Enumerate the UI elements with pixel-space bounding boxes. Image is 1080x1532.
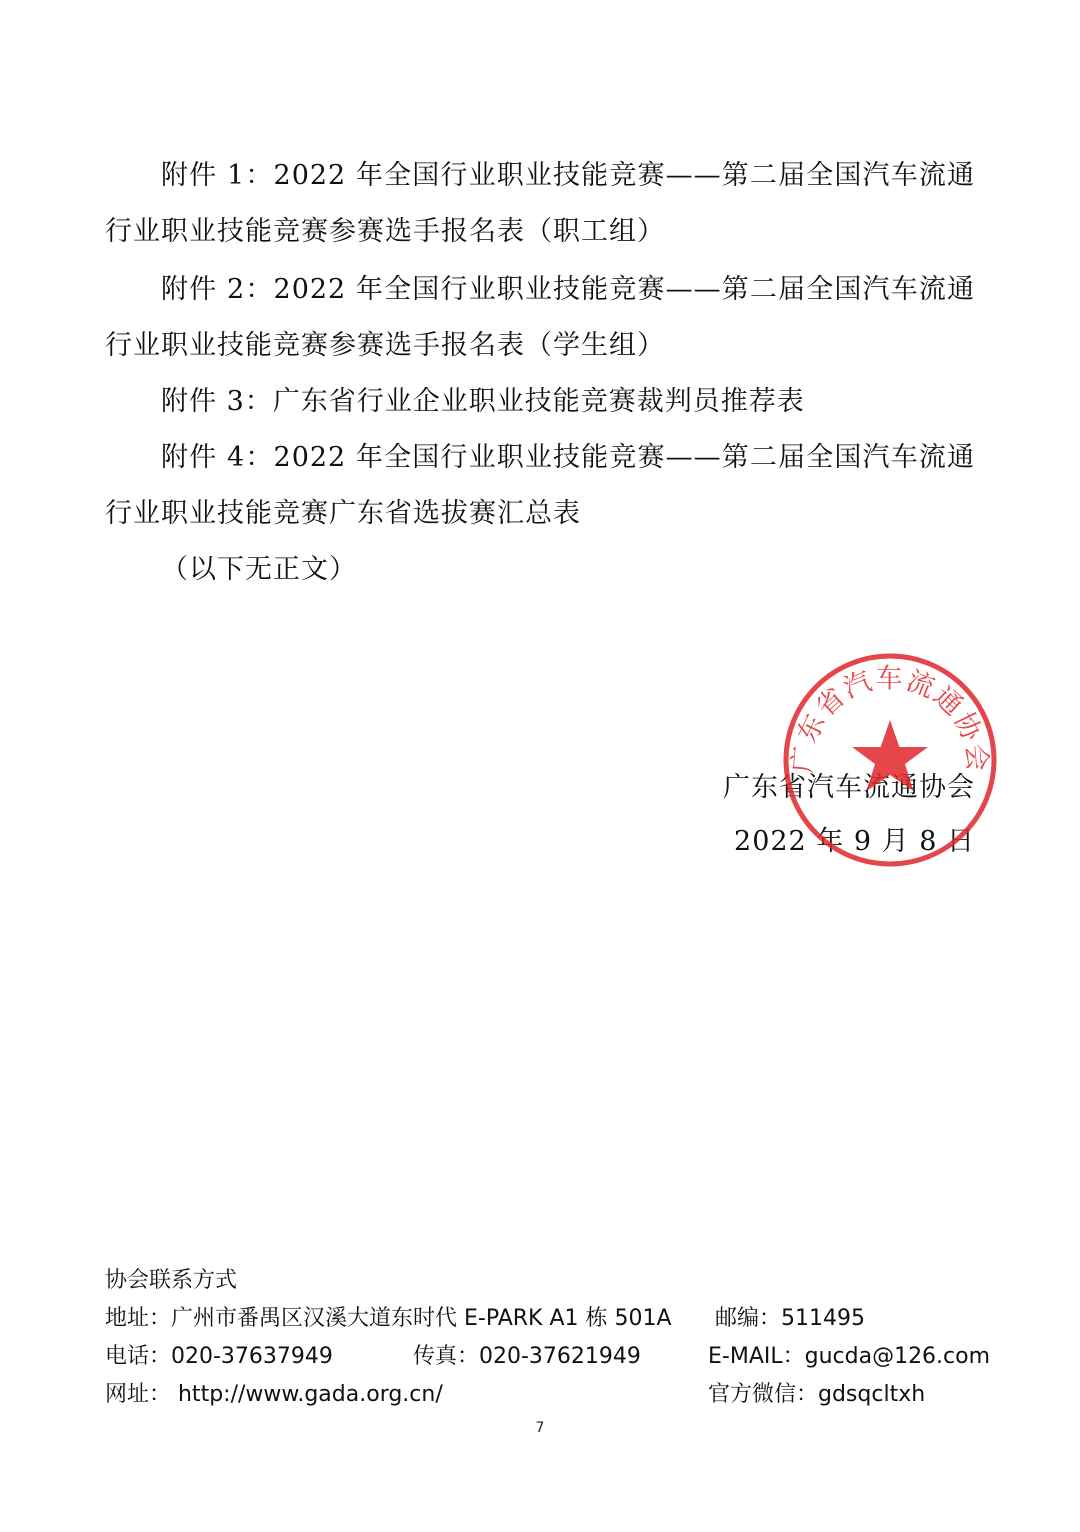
attachment-2: 附件 2：2022 年全国行业职业技能竞赛——第二届全国汽车流通行业职业技能竞赛参赛选手报名表（学生组） <box>105 274 975 361</box>
contact-heading-row <box>105 1262 975 1300</box>
contact-block <box>105 1262 991 1414</box>
signature-organization: 广东省汽车流通协会 <box>723 772 975 803</box>
contact-phone-row <box>105 1338 991 1376</box>
contact-web-row <box>105 1376 975 1414</box>
official-seal <box>780 650 1000 870</box>
signature-date: 2022 年 9 月 8 日 <box>734 826 975 857</box>
contact-postcode: 邮编：511495 <box>715 1306 865 1331</box>
contact-phone: 电话：020-37637949 <box>105 1344 333 1369</box>
contact-website[interactable]: 网址： http://www.gada.org.cn/ <box>105 1382 443 1407</box>
seal-text: 广东省汽车流通协会 <box>787 663 993 775</box>
contact-heading: 协会联系方式 <box>105 1268 238 1293</box>
attachment-4: 附件 4：2022 年全国行业职业技能竞赛——第二届全国汽车流通行业职业技能竞赛广东省选拔赛汇总表 <box>105 442 975 529</box>
contact-address: 地址：广州市番禺区汉溪大道东时代 E-PARK A1 栋 501A <box>105 1306 672 1331</box>
attachment-3: 附件 3：广东省行业企业职业技能竞赛裁判员推荐表 <box>161 386 805 417</box>
page-number: 7 <box>535 1420 545 1436</box>
contact-email[interactable]: E-MAIL：gucda@126.com <box>708 1344 991 1369</box>
contact-wechat: 官方微信：gdsqcltxh <box>708 1382 926 1407</box>
seal-star-icon <box>852 720 928 791</box>
closing-note: （以下无正文） <box>161 554 357 585</box>
attachment-1: 附件 1：2022 年全国行业职业技能竞赛——第二届全国汽车流通行业职业技能竞赛参赛选手报名表（职工组） <box>105 160 975 247</box>
contact-fax: 传真：020-37621949 <box>413 1344 641 1369</box>
seal-graphic <box>780 650 1000 870</box>
contact-address-row <box>105 1300 975 1338</box>
